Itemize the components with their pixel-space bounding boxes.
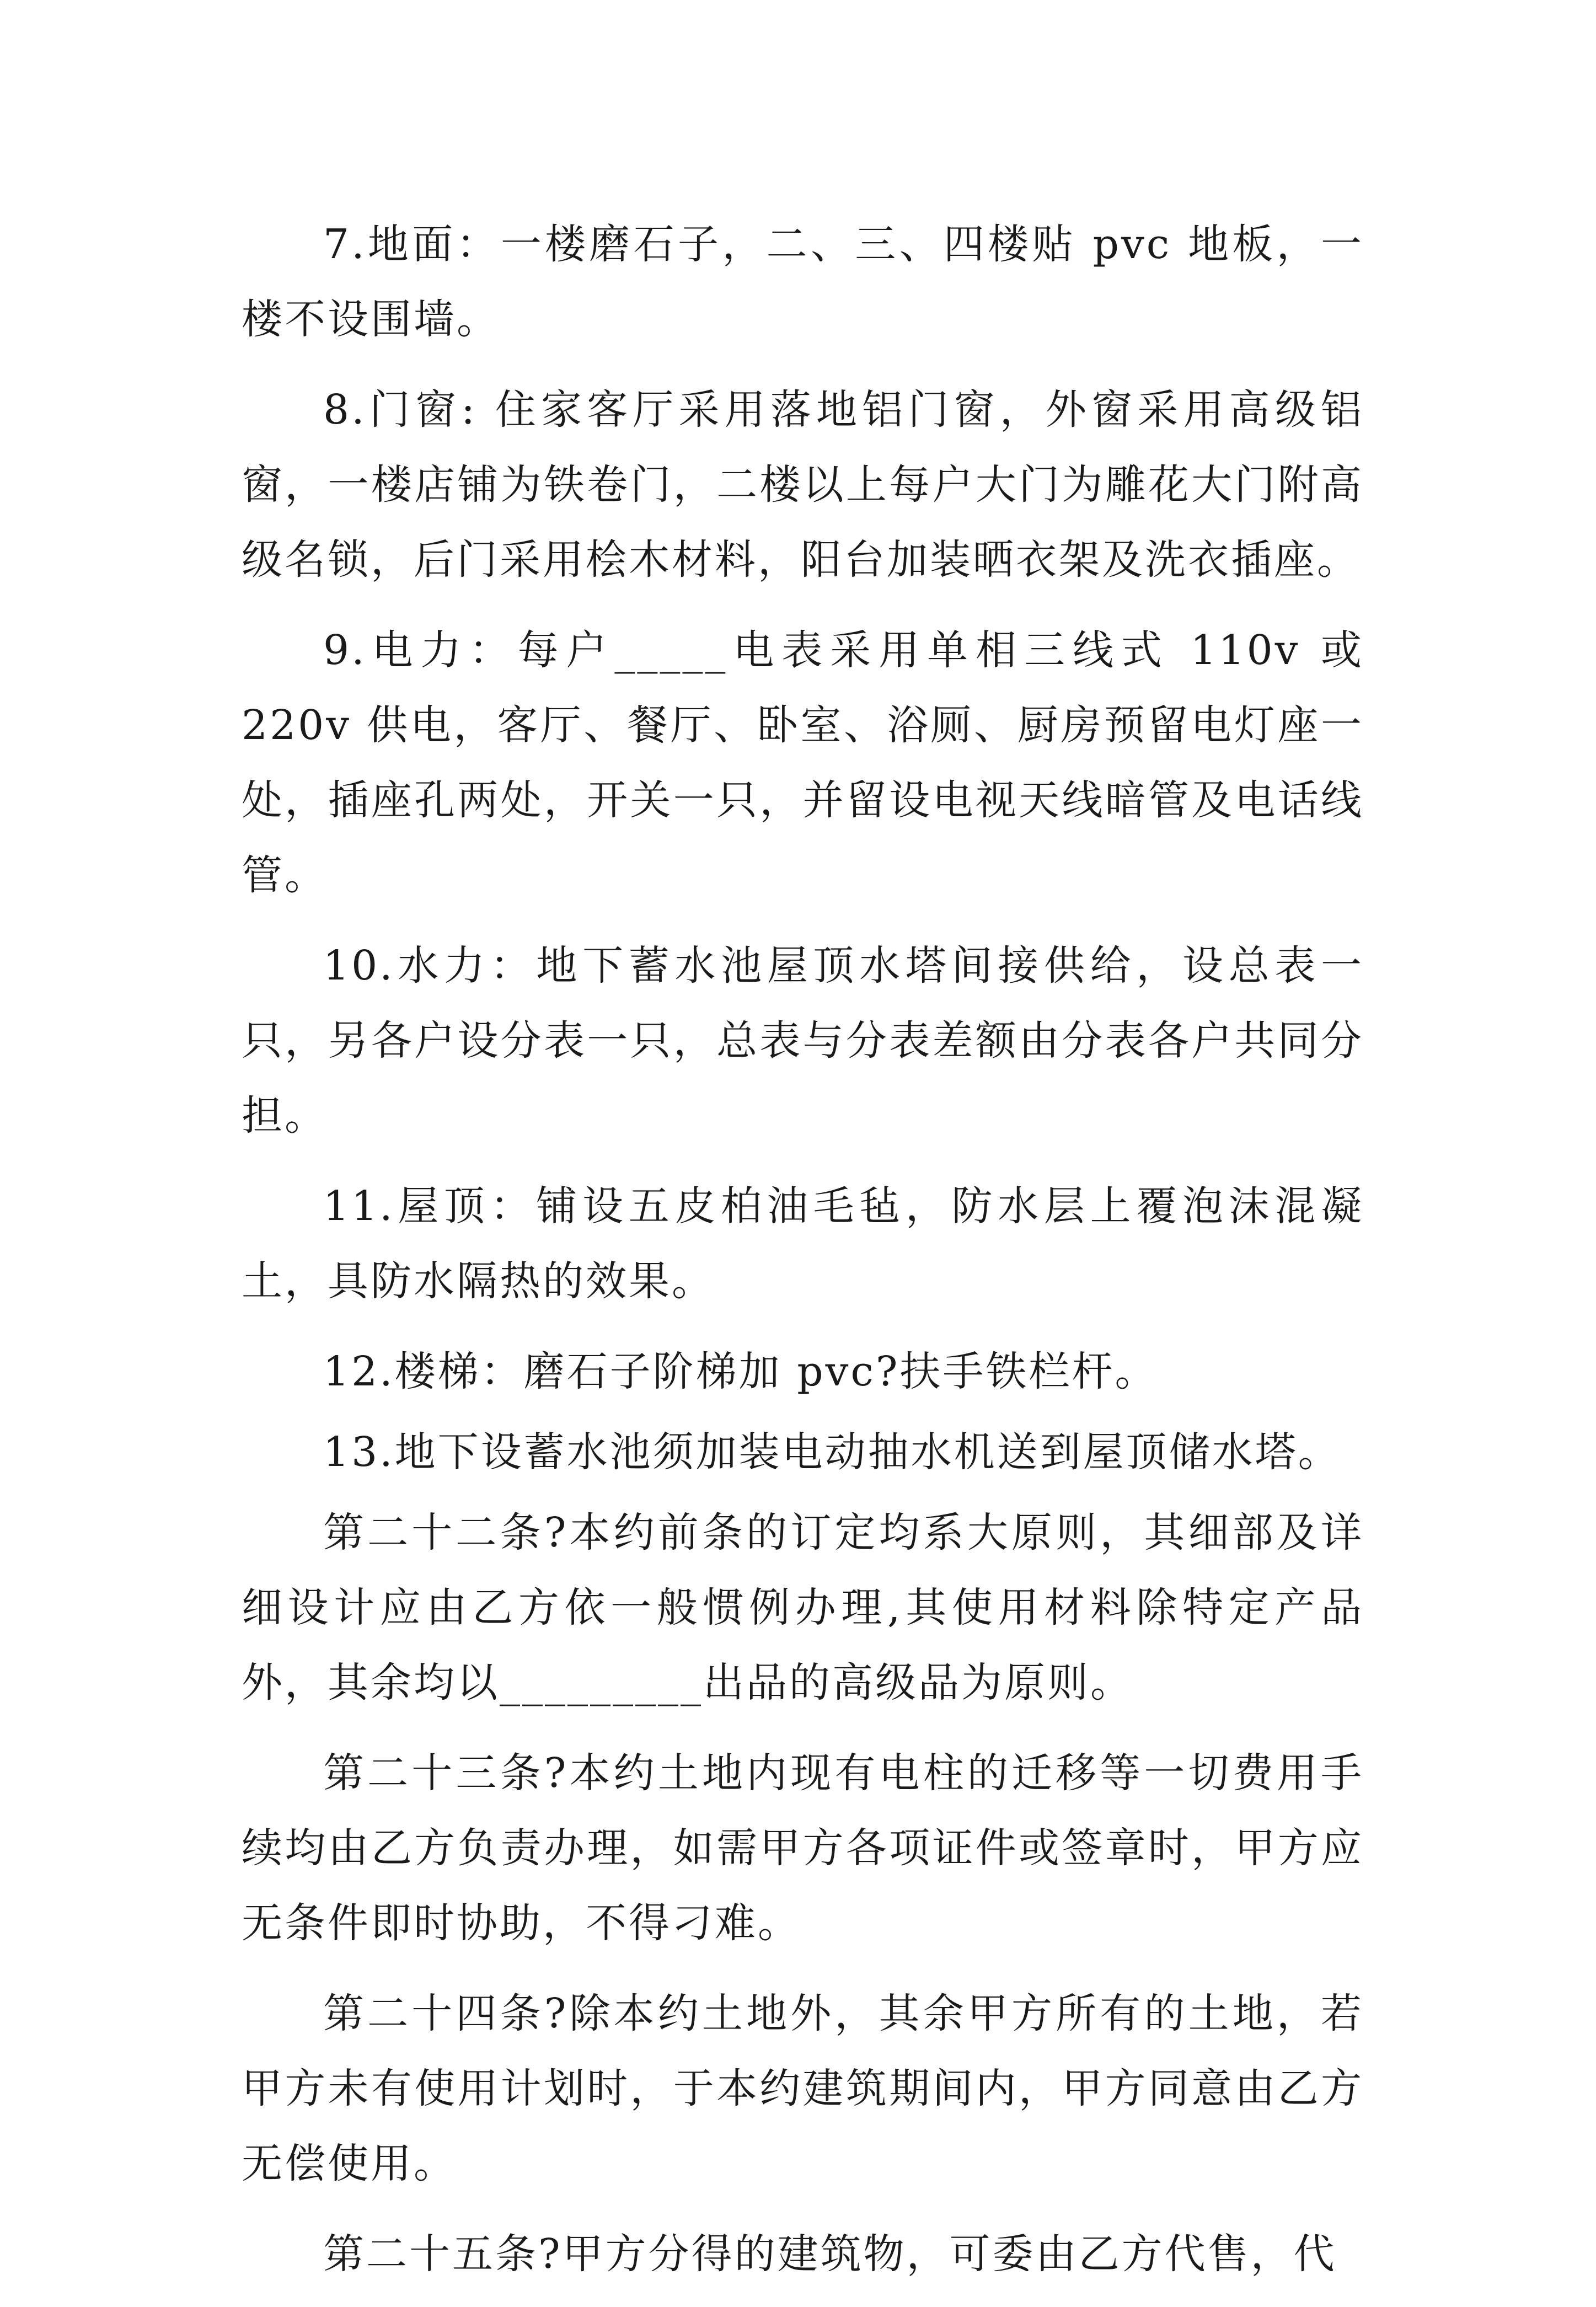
paragraph-item-10-water: 10.水力：地下蓄水池屋顶水塔间接供给，设总表一只，另各户设分表一只，总表与分表差额由分表各户共同分担。 <box>242 942 1364 1139</box>
paragraph-article-23: 第二十三条?本约土地内现有电柱的迁移等一切费用手续均由乙方负责办理，如需甲方各项证件或签章时，甲方应无条件即时协助，不得刁难。 <box>242 1749 1364 1947</box>
paragraph-article-24: 第二十四条?除本约土地外，其余甲方所有的土地，若甲方未有使用计划时，于本约建筑期间内，甲方同意由乙方无偿使用。 <box>242 1990 1364 2187</box>
paragraph-item-8-doors-windows: 8.门窗: 住家客厅采用落地铝门窗，外窗采用高级铝窗，一楼店铺为铁卷门，二楼以上每户大门为雕花大门附高级名锁，后门采用桧木材料，阳台加装晒衣架及洗衣插座。 <box>242 386 1364 584</box>
paragraph-item-12-stairs: 12.楼梯：磨石子阶梯加 pvc?扶手铁栏杆。 <box>323 1348 1158 1395</box>
paragraph-article-25: 第二十五条?甲方分得的建筑物，可委由乙方代售，代 <box>323 2230 1337 2278</box>
paragraph-item-13-pump: 13.地下设蓄水池须加装电动抽水机送到屋顶储水塔。 <box>323 1428 1341 1476</box>
paragraph-item-11-roof: 11.屋顶：铺设五皮柏油毛毡，防水层上覆泡沫混凝土，具防水隔热的效果。 <box>242 1182 1364 1305</box>
paragraph-article-22: 第二十二条?本约前条的订定均系大原则，其细部及详细设计应由乙方依一般惯例办理,其使用材料除特定产品外，其余均以_________出品的高级品为原则。 <box>242 1509 1364 1706</box>
document-body <box>242 207 1364 2307</box>
paragraph-item-9-electricity: 9.电力：每户_____电表采用单相三线式 110v 或 220v 供电，客厅、餐厅、卧室、浴厕、厨房预留电灯座一处，插座孔两处，开关一只，并留设电视天线暗管及电话线管。 <box>242 627 1364 899</box>
paragraph-item-7-floor: 7.地面：一楼磨石子，二、三、四楼贴 pvc 地板，一楼不设围墙。 <box>242 221 1364 343</box>
